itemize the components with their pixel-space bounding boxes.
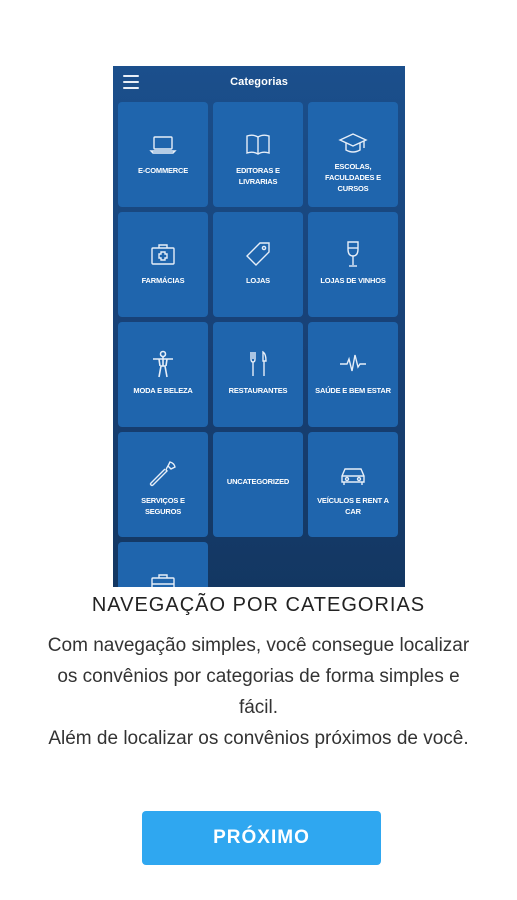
first-aid-kit-icon	[148, 239, 178, 269]
cutlery-icon	[243, 349, 273, 379]
category-tile-veiculos[interactable]	[308, 432, 398, 537]
category-label: EDITORAS E LIVRARIAS	[236, 166, 280, 186]
category-tile-servicos-seguros[interactable]	[118, 432, 208, 537]
category-tile-lojas-vinhos[interactable]	[308, 212, 398, 317]
category-label: LOJAS	[245, 276, 270, 285]
category-label: RESTAURANTES	[228, 386, 288, 395]
category-tile-editoras-livrarias[interactable]	[213, 102, 303, 207]
hamburger-menu-icon[interactable]	[123, 75, 139, 89]
onboarding-paragraph-2: Além de localizar os convênios próximos de você.	[48, 728, 469, 749]
briefcase-icon	[148, 569, 178, 587]
category-tile-farmacias[interactable]	[118, 212, 208, 317]
heartbeat-icon	[338, 349, 368, 379]
category-tile-saude[interactable]	[308, 322, 398, 427]
app-bar-title: Categorias	[230, 76, 288, 88]
app-screenshot	[113, 66, 405, 587]
graduation-cap-icon	[338, 129, 368, 159]
category-tile-moda-beleza[interactable]	[118, 322, 208, 427]
category-label: SAÚDE E BEM ESTAR	[315, 386, 391, 395]
car-icon	[338, 459, 368, 489]
category-tile-escolas[interactable]	[308, 102, 398, 207]
onboarding-paragraph-1: Com navegação simples, você consegue localizar os convênios por categorias de forma simples e fácil.	[47, 635, 470, 718]
category-tile-ecommerce[interactable]	[118, 102, 208, 207]
category-label: E-COMMERCE	[137, 166, 189, 175]
onboarding-description	[40, 630, 477, 754]
app-bar	[113, 66, 405, 98]
category-tile-restaurantes[interactable]	[213, 322, 303, 427]
category-label: LOJAS DE VINHOS	[320, 276, 386, 285]
wrench-icon	[148, 459, 178, 489]
laptop-icon	[148, 129, 178, 159]
category-label: MODA E BELEZA	[133, 386, 193, 395]
book-icon	[243, 129, 273, 159]
category-tile-partial[interactable]	[118, 542, 208, 587]
category-label: UNCATEGORIZED	[226, 477, 290, 486]
category-label: VEÍCULOS E RENT A CAR	[317, 496, 389, 516]
onboarding-heading: NAVEGAÇÃO POR CATEGORIAS	[91, 594, 426, 616]
category-label: FARMÁCIAS	[141, 276, 185, 285]
category-tile-lojas[interactable]	[213, 212, 303, 317]
category-tile-uncategorized[interactable]	[213, 432, 303, 537]
tag-icon	[243, 239, 273, 269]
next-button[interactable]: PRÓXIMO	[142, 811, 381, 865]
category-label: SERVIÇOS E SEGUROS	[141, 496, 185, 516]
person-icon	[148, 349, 178, 379]
category-label: ESCOLAS, FACULDADES E CURSOS	[325, 162, 381, 193]
wine-glass-icon	[338, 239, 368, 269]
